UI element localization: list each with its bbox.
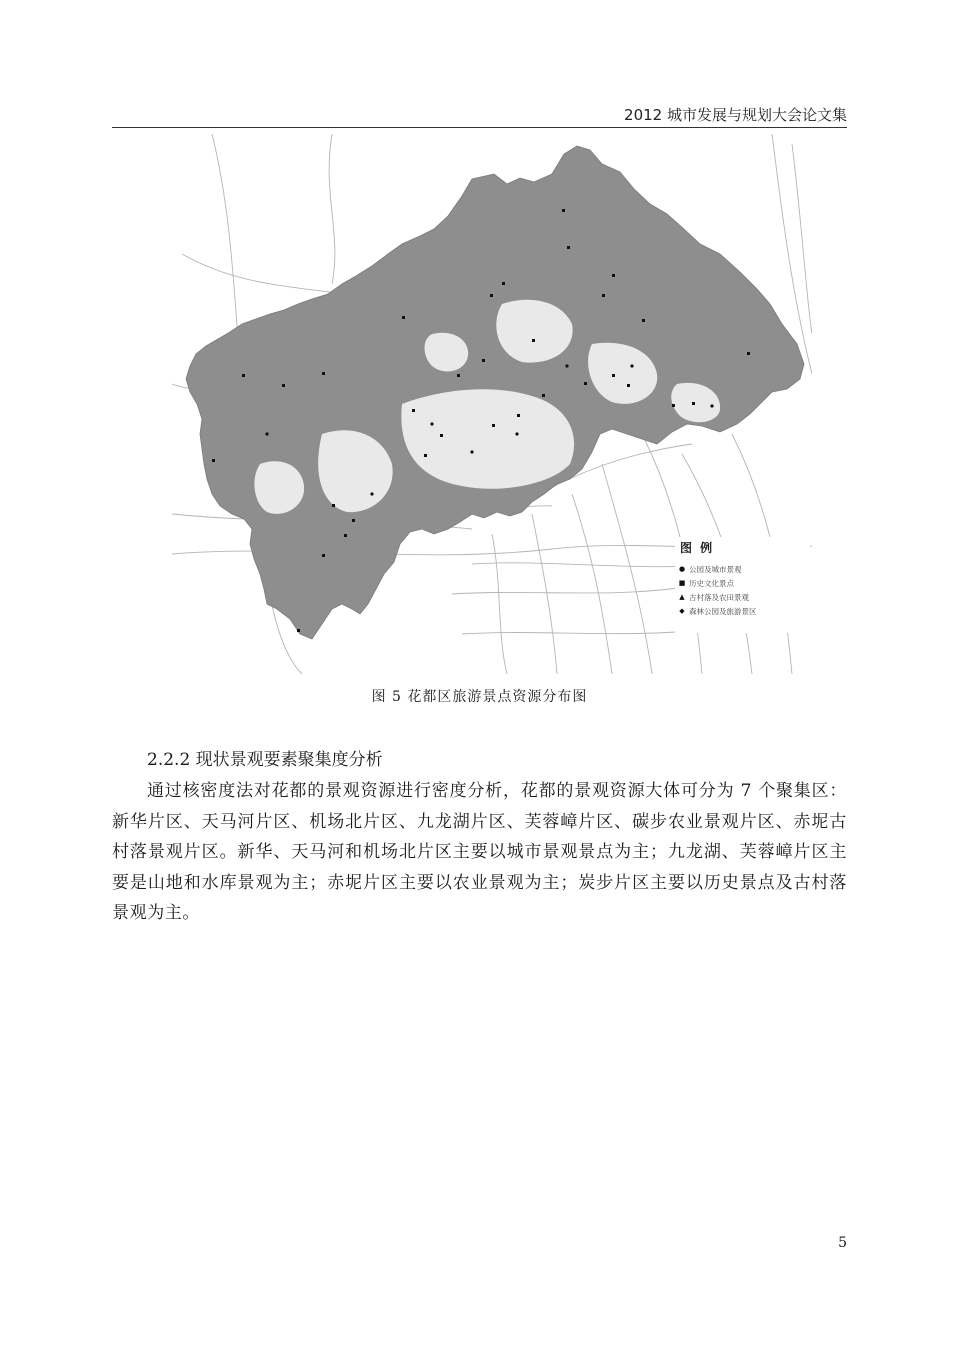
legend-label: 古村落及农田景观 (689, 592, 749, 602)
legend-item-villages (675, 590, 810, 604)
map-legend (675, 537, 810, 633)
figure-caption: 图 5 花都区旅游景点资源分布图 (371, 689, 588, 705)
diamond-marker-icon: ◆ (679, 607, 685, 615)
section-heading: 2.2.2 现状景观要素聚集度分析 (147, 750, 383, 770)
running-head: 2012 城市发展与规划大会论文集 (624, 106, 847, 124)
legend-title: 图 例 (680, 541, 715, 555)
circle-marker-icon: ● (678, 565, 686, 573)
header-rule (112, 127, 847, 128)
tourism-resource-map (172, 134, 812, 674)
legend-label: 公园及城市景观 (689, 564, 742, 574)
page-number: 5 (838, 1235, 847, 1251)
square-marker-icon: ■ (678, 579, 686, 587)
body-text (112, 776, 847, 929)
legend-item-parks (675, 562, 810, 576)
legend-label: 历史文化景点 (689, 578, 734, 588)
triangle-marker-icon: ▲ (679, 593, 685, 601)
legend-item-forest-parks (675, 604, 810, 618)
legend-item-heritage (675, 576, 810, 590)
body-paragraph: 通过核密度法对花都的景观资源进行密度分析，花都的景观资源大体可分为 7 个聚集区：新华片区、天马河片区、机场北片区、九龙湖片区、芙蓉嶂片区、碳步农业景观片区、赤坭古村落景观片区。新华、天马河和机场北片区主要以城市景观景点为主；九龙湖、芙蓉嶂片区主要是山地和水库景观为主；赤坭片区主要以农业景观为主；炭步片区主要以历史景点及古村落景观为主。 (112, 781, 847, 923)
legend-label: 森林公园及旅游景区 (689, 606, 757, 616)
